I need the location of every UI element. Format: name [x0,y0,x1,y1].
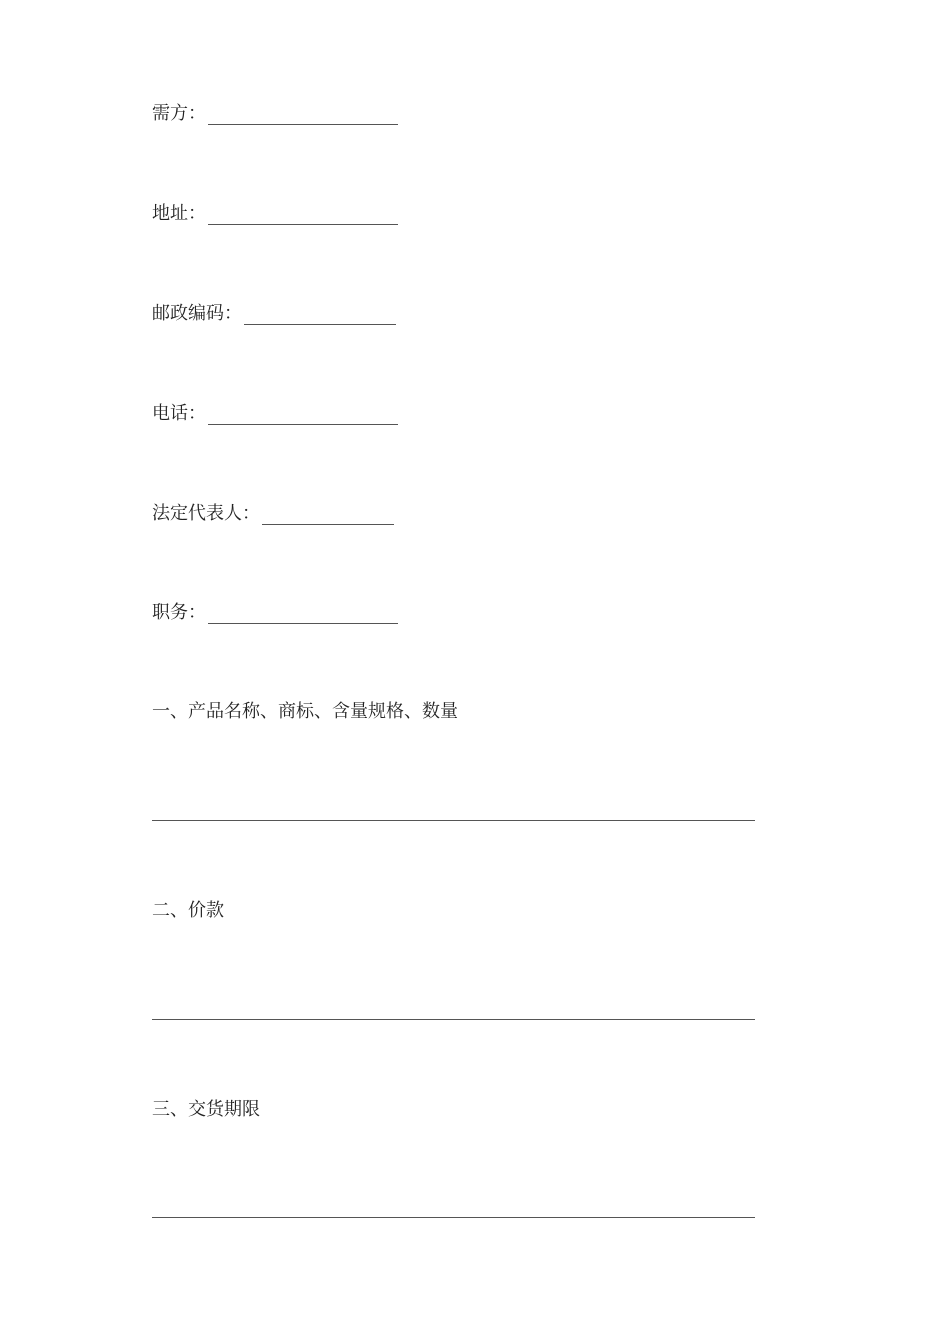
field-label: 地址： [152,203,206,224]
section-heading-price: 二、价款 [152,900,224,921]
field-postcode [152,303,396,325]
field-legal-representative [152,503,394,525]
blank-line[interactable] [208,206,398,225]
blank-line[interactable] [208,605,398,624]
section-fill-line[interactable] [152,1217,755,1218]
section-heading-delivery: 三、交货期限 [152,1099,260,1120]
blank-line[interactable] [244,306,396,325]
field-label: 职务： [152,602,206,623]
blank-line[interactable] [262,506,394,525]
blank-line[interactable] [208,106,398,125]
field-buyer [152,103,398,125]
section-fill-line[interactable] [152,1019,755,1020]
section-fill-line[interactable] [152,820,755,821]
field-position [152,602,398,624]
field-label: 邮政编码： [152,303,242,324]
blank-line[interactable] [208,406,398,425]
section-heading-product: 一、产品名称、商标、含量规格、数量 [152,701,458,722]
field-label: 需方： [152,103,206,124]
field-label: 电话： [152,403,206,424]
field-address [152,203,398,225]
field-label: 法定代表人： [152,503,260,524]
field-phone [152,403,398,425]
